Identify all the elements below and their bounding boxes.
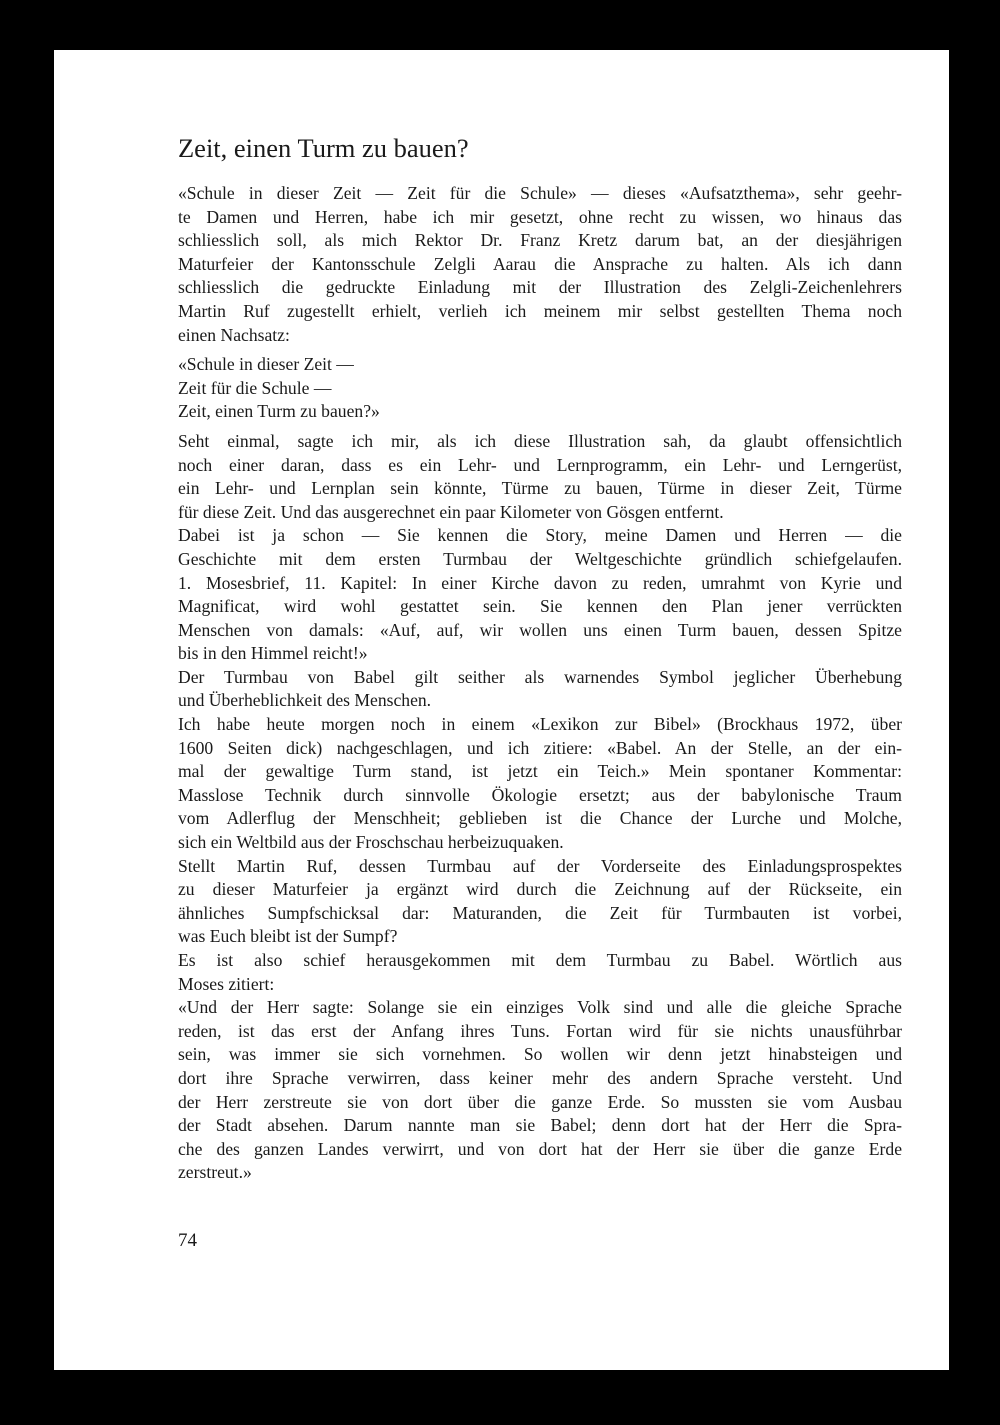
text-line: schliesslich die gedruckte Einladung mit der Illustration des Zelgli-Zeichenlehrers — [178, 277, 902, 298]
text-line: Der Turmbau von Babel gilt seither als warnendes Symbol jeglicher Überhebung — [178, 666, 902, 687]
text-line: Dabei ist ja schon — Sie kennen die Story, meine Damen und Herren — die — [178, 525, 902, 546]
document-page — [54, 50, 949, 1370]
text-line: und Überheblichkeit des Menschen. — [178, 690, 432, 711]
text-line: «Schule in dieser Zeit — — [178, 354, 354, 375]
text-line: Zeit für die Schule — — [178, 377, 332, 398]
text-line: der Herr zerstreute sie von dort über die ganze Erde. So mussten sie vom Ausbau — [178, 1091, 902, 1112]
text-line: für diese Zeit. Und das ausgerechnet ein paar Kilometer von Gösgen entfernt. — [178, 501, 724, 522]
text-line: Magnificat, wird wohl gestattet sein. Sie kennen den Plan jener verrückten — [178, 596, 902, 617]
text-line: Ich habe heute morgen noch in einem «Lexikon zur Bibel» (Brockhaus 1972, über — [178, 714, 902, 735]
text-line: bis in den Himmel reicht!» — [178, 643, 368, 664]
text-line: einen Nachsatz: — [178, 324, 290, 345]
page-number: 74 — [178, 1230, 197, 1251]
text-line: reden, ist das erst der Anfang ihres Tuns. Fortan wird für sie nichts unausführbar — [178, 1020, 902, 1041]
text-line: was Euch bleibt ist der Sumpf? — [178, 926, 398, 947]
text-line: Zeit, einen Turm zu bauen?» — [178, 401, 380, 422]
body-text — [178, 182, 902, 1185]
text-line: Maturfeier der Kantonsschule Zelgli Aarau die Ansprache zu halten. Als ich dann — [178, 253, 902, 274]
page-title: Zeit, einen Turm zu bauen? — [178, 133, 469, 163]
text-line: Es ist also schief herausgekommen mit dem Turmbau zu Babel. Wörtlich aus — [178, 950, 902, 970]
text-line: dort ihre Sprache verwirren, dass keiner mehr des andern Sprache versteht. Und — [178, 1067, 902, 1088]
text-line: Martin Ruf zugestellt erhielt, verlieh ich meinem mir selbst gestellten Thema noch — [178, 300, 902, 321]
text-line: che des ganzen Landes verwirrt, und von dort hat der Herr sie über die ganze Erde — [178, 1138, 902, 1159]
text-line: te Damen und Herren, habe ich mir gesetzt, ohne recht zu wissen, wo hinaus das — [178, 206, 902, 227]
text-line: schliesslich soll, als mich Rektor Dr. Franz Kretz darum bat, an der diesjährigen — [178, 230, 902, 251]
text-line: ähnliches Sumpfschicksal dar: Maturanden, die Zeit für Turmbauten ist vorbei, — [178, 902, 902, 923]
text-line: Geschichte mit dem ersten Turmbau der Weltgeschichte gründlich schiefgelaufen. — [178, 548, 902, 569]
text-line: Masslose Technik durch sinnvolle Ökologie ersetzt; aus der babylonische Traum — [178, 784, 902, 805]
text-line: sein, was immer sie sich vornehmen. So wollen wir denn jetzt hinabsteigen und — [178, 1044, 902, 1065]
text-line: noch einer daran, dass es ein Lehr- und Lernprogramm, ein Lehr- und Lerngerüst, — [178, 454, 902, 475]
text-line: «Und der Herr sagte: Solange sie ein einziges Volk sind und alle die gleiche Sprache — [178, 997, 902, 1018]
text-line: Seht einmal, sagte ich mir, als ich diese Illustration sah, da glaubt offensichtlich — [178, 430, 902, 451]
text-line: ein Lehr- und Lernplan sein könnte, Türme zu bauen, Türme in dieser Zeit, Türme — [178, 478, 902, 499]
text-line: Menschen von damals: «Auf, auf, wir wollen uns einen Turm bauen, dessen Spitze — [178, 619, 902, 640]
text-line: vom Adlerflug der Menschheit; geblieben ist die Chance der Lurche und Molche, — [178, 808, 902, 829]
text-line: zerstreut.» — [178, 1162, 252, 1183]
text-line: zu dieser Maturfeier ja ergänzt wird durch die Zeichnung auf der Rückseite, ein — [178, 879, 902, 900]
text-line: mal der gewaltige Turm stand, ist jetzt ein Teich.» Mein spontaner Kommentar: — [178, 761, 902, 782]
text-line: «Schule in dieser Zeit — Zeit für die Schule» — dieses «Aufsatzthema», sehr geehr- — [178, 183, 902, 203]
text-line: der Stadt absehen. Darum nannte man sie Babel; denn dort hat der Herr die Spra- — [178, 1115, 902, 1136]
text-line: 1600 Seiten dick) nachgeschlagen, und ich zitiere: «Babel. An der Stelle, an der ein- — [178, 737, 902, 758]
page-content — [178, 132, 902, 1185]
text-line: 1. Mosesbrief, 11. Kapitel: In einer Kirche davon zu reden, umrahmt von Kyrie und — [178, 572, 902, 593]
text-line: sich ein Weltbild aus der Froschschau herbeizuquaken. — [178, 832, 564, 853]
text-line: Moses zitiert: — [178, 973, 275, 994]
text-line: Stellt Martin Ruf, dessen Turmbau auf der Vorderseite des Einladungsprospektes — [178, 855, 902, 876]
